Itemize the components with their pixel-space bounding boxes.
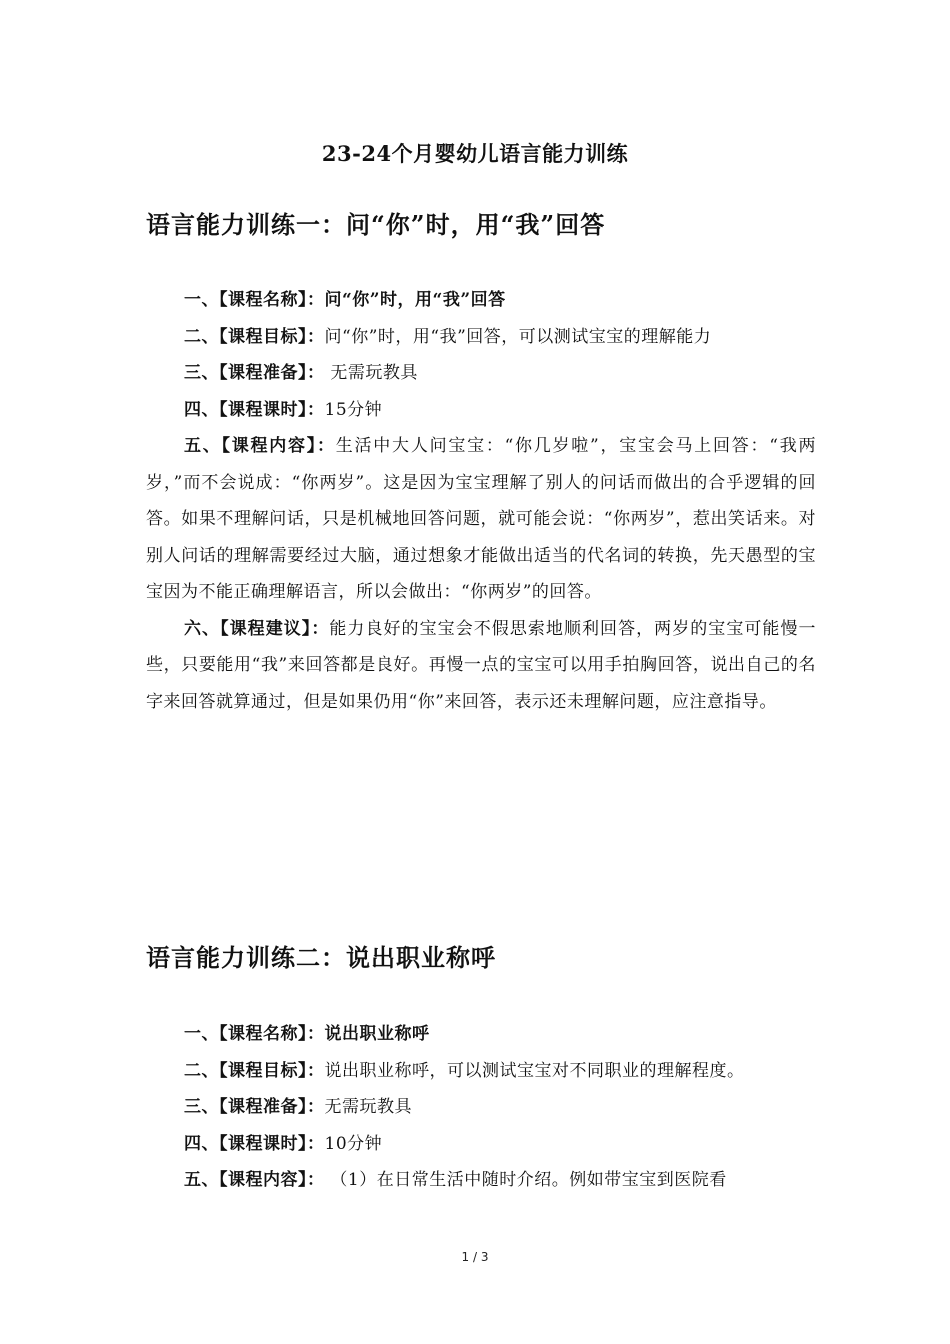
section-1-heading: 语言能力训练一：问“你”时，用“我”回答 [146,210,606,239]
item-label: 四、【课程课时】： [184,1133,325,1154]
item-label: 二、【课程目标】： [184,1060,325,1081]
item-text: 问“你”时，用“我”回答 [324,290,506,310]
course-content-item [146,1162,816,1199]
course-name-item [146,282,816,319]
item-label: 五、【课程内容】： [184,1170,325,1190]
course-content-item [146,428,816,611]
item-label: 五、【课程内容】： [184,436,336,456]
item-text: 能力良好的宝宝会不假思索地顺利回答，两岁的宝宝可能慢一些，只要能用“我”来回答都是良好。再慢一点的宝宝可以用手拍胸回答，说出自己的名字来回答就算通过，但是如果仍用“你”来回答，表示还未理解问题，应注意指导。 [146,618,817,712]
course-goal-item [146,1053,816,1090]
page-indicator: 1 / 3 [461,1250,489,1264]
item-label: 一、【课程名称】： [184,290,325,310]
course-duration-item [146,1126,816,1163]
course-duration-item [146,392,816,429]
section-2-heading: 语言能力训练二：说出职业称呼 [146,943,496,972]
document-title: 23-24个月婴幼儿语言能力训练 [321,141,629,166]
course-prep-item [146,355,816,392]
item-text: 15分钟 [324,399,383,420]
item-label: 二、【课程目标】： [184,326,325,347]
item-text: 说出职业称呼，可以测试宝宝对不同职业的理解程度。 [324,1060,745,1081]
course-goal-item [146,319,816,356]
section-1-body [146,282,816,720]
item-text: 说出职业称呼 [324,1024,430,1044]
item-text: 无需玩教具 [324,1097,412,1117]
item-text: 无需玩教具 [324,363,418,383]
item-text: 问“你”时，用“我”回答，可以测试宝宝的理解能力 [324,326,712,347]
item-label: 四、【课程课时】： [184,399,325,420]
course-advice-item [146,611,816,721]
item-text: 10分钟 [324,1133,383,1154]
item-label: 六、【课程建议】： [184,618,330,639]
item-label: 一、【课程名称】： [184,1024,325,1044]
item-label: 三、【课程准备】： [184,1097,325,1117]
item-label: 三、【课程准备】： [184,363,325,383]
section-2-body [146,1016,816,1199]
item-text: （1）在日常生活中随时介绍。例如带宝宝到医院看 [324,1170,727,1190]
item-text: 生活中大人问宝宝：“你几岁啦”，宝宝会马上回答：“我两岁，”而不会说成：“你两岁”。这是因为宝宝理解了别人的问话而做出的合乎逻辑的回答。如果不理解问话，只是机械地回答问题，就可能会说：“你两岁”，惹出笑话来。对别人问话的理解需要经过大脑，通过想象才能做出适当的代名词的转换，先天愚型的宝宝因为不能正确理解语言，所以会做出：“你两岁”的回答。 [146,436,816,602]
course-name-item [146,1016,816,1053]
course-prep-item [146,1089,816,1126]
